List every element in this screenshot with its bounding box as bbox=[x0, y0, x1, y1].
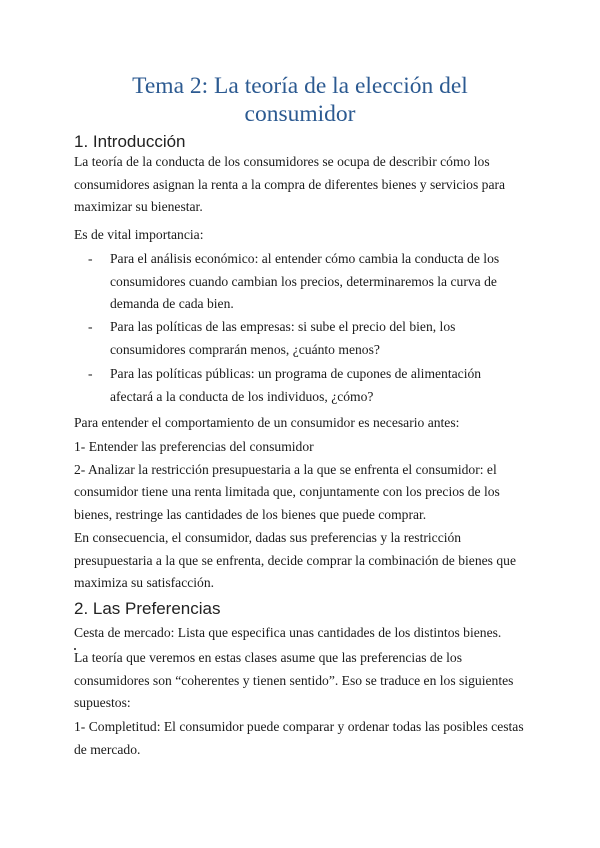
text-line: consumidores son “coherentes y tienen sentido”. Eso se traduce en los siguientes bbox=[74, 672, 514, 688]
text-line: supuestos: bbox=[74, 695, 131, 710]
bullet-marker: - bbox=[88, 319, 93, 334]
completeness-paragraph bbox=[74, 716, 534, 761]
text-line: consumidores comprarán menos, ¿cuánto menos? bbox=[110, 341, 380, 357]
text-line: bienes, restringe las cantidades de los bienes que puede comprar. bbox=[74, 506, 427, 522]
importance-paragraph: Es de vital importancia: bbox=[74, 227, 204, 242]
text-line: presupuestaria a la que se enfrenta, decide comprar la combinación de bienes que bbox=[74, 552, 516, 568]
title-line-1: Tema 2: La teoría de la elección del bbox=[132, 73, 468, 99]
text-line: En consecuencia, el consumidor, dadas sus preferencias y la restricción bbox=[74, 530, 462, 545]
text-line: Para el análisis económico: al entender cómo cambia la conducta de los bbox=[110, 251, 500, 266]
text-line: Para las políticas de las empresas: si sube el precio del bien, los bbox=[110, 319, 456, 334]
section-heading-introduccion: 1. Introducción bbox=[74, 132, 186, 151]
text-line: 1- Entender las preferencias del consumidor bbox=[74, 439, 314, 454]
text-line: afectará a la conducta de los individuos, ¿cómo? bbox=[110, 388, 374, 404]
text-line: consumidor tiene una renta limitada que, conjuntamente con los precios de los bbox=[74, 484, 500, 499]
steps-paragraph bbox=[74, 436, 534, 526]
text-line: maximiza su satisfacción. bbox=[74, 575, 215, 590]
basket-paragraph: Cesta de mercado: Lista que especifica unas cantidades de los distintos bienes. bbox=[74, 625, 502, 640]
text-line: demanda de cada bien. bbox=[110, 296, 234, 311]
text-line: 2- Analizar la restricción presupuestaria a la que se enfrenta el consumidor: el bbox=[74, 461, 497, 477]
bullet-item-analisis bbox=[110, 248, 540, 316]
text-line: consumidores asignan la renta a la compra de diferentes bienes y servicios para bbox=[74, 176, 506, 192]
text-line: maximizar su bienestar. bbox=[74, 199, 203, 214]
page-title bbox=[0, 72, 600, 128]
section-heading-preferencias: 2. Las Preferencias bbox=[74, 599, 221, 618]
consequence-paragraph bbox=[74, 527, 534, 595]
text-line: consumidores cuando cambian los precios, determinaremos la curva de bbox=[110, 273, 497, 289]
bullet-marker: - bbox=[88, 251, 93, 266]
intro-paragraph bbox=[74, 151, 534, 219]
text-line: Para las políticas públicas: un programa de cupones de alimentación bbox=[110, 366, 482, 381]
theory-paragraph bbox=[74, 647, 534, 715]
title-line-2: consumidor bbox=[244, 101, 356, 127]
text-line: 1- Completitud: El consumidor puede comparar y ordenar todas las posibles cestas bbox=[74, 719, 524, 734]
text-line: de mercado. bbox=[74, 741, 141, 757]
bullet-item-empresas bbox=[110, 316, 540, 361]
text-line: La teoría que veremos en estas clases asume que las preferencias de los bbox=[74, 650, 463, 665]
understand-paragraph: Para entender el comportamiento de un consumidor es necesario antes: bbox=[74, 415, 460, 430]
text-line: La teoría de la conducta de los consumidores se ocupa de describir cómo los bbox=[74, 154, 490, 169]
bullet-item-publicas bbox=[110, 363, 540, 408]
bullet-marker: - bbox=[88, 366, 93, 381]
